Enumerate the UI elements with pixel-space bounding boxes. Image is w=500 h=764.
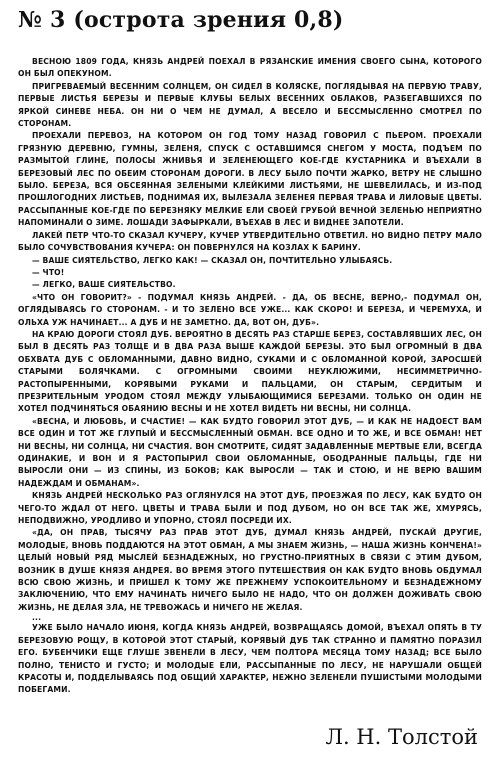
- paragraph: — ЛЕГКО, ВАШЕ СИЯТЕЛЬСТВО.: [32, 280, 176, 290]
- author-signature: Л. Н. Толстой: [325, 725, 478, 749]
- paragraph: НА КРАЮ ДОРОГИ СТОЯЛ ДУБ. ВЕРОЯТНО В ДЕСЯТЬ РАЗ СТАРШЕ БЕРЕЗ, СОСТАВЛЯВШИХ ЛЕС, ОН БЫЛ В ДЕСЯТЬ РАЗ ТОЛЩЕ И В ДВА РАЗА ВЫШЕ КАЖДОЙ БЕРЕЗЫ. ЭТО БЫЛ ОГРОМНЫЙ В ДВА ОБХВАТА ДУБ С ОБЛОМАННЫМИ, ДАВНО ВИДНО, СУКАМИ И С ОБЛОМАННОЙ КОРОЙ, ЗАРОСШЕЙ СТАРЫМИ БОЛЯЧКАМИ. С ОГРОМНЫМИ СВОИМИ НЕУКЛЮЖИМИ, НЕСИММЕТРИЧНО-РАСТОПЫРЕННЫМИ, КОРЯВЫМИ РУКАМИ И ПАЛЬЦАМИ, ОН СТАРЫМ, СЕРДИТЫМ И ПРЕЗРИТЕЛЬНЫМ УРОДОМ СТОЯЛ МЕЖДУ УЛЫБАЮЩИМИСЯ БЕРЕЗАМИ. ТОЛЬКО ОН ОДИН НЕ ХОТЕЛ ПОДЧИНЯТЬСЯ ОБАЯНИЮ ВЕСНЫ И НЕ ХОТЕЛ ВИДЕТЬ НИ ВЕСНЫ, НИ СОЛНЦА.: [18, 329, 482, 414]
- paragraph: ПРОЕХАЛИ ПЕРЕВОЗ, НА КОТОРОМ ОН ГОД ТОМУ НАЗАД ГОВОРИЛ С ПЬЕРОМ. ПРОЕХАЛИ ГРЯЗНУЮ ДЕРЕВНЮ, ГУМНЫ, ЗЕЛЕНЯ, СПУСК С ОСТАВШИМСЯ СНЕГОМ У МОСТА, ПОДЪЕМ ПО РАЗМЫТОЙ ГЛИНЕ, ПОЛОСЫ ЖНИВЬЯ И ЗЕЛЕНЕЮЩЕГО КОЕ-ГДЕ КУСТАРНИКА И ВЪЕХАЛИ В БЕРЕЗОВЫЙ ЛЕС ПО ОБЕИМ СТОРОНАМ ДОРОГИ. В ЛЕСУ БЫЛО ПОЧТИ ЖАРКО, ВЕТРУ НЕ СЛЫШНО БЫЛО. БЕРЕЗА, ВСЯ ОБСЕЯННАЯ ЗЕЛЕНЫМИ КЛЕЙКИМИ ЛИСТЬЯМИ, НЕ ШЕВЕЛИЛАСЬ, И ИЗ-ПОД ПРОШЛОГОДНИХ ЛИСТЬЕВ, ПОДНИМАЯ ИХ, ВЫЛЕЗАЛА ЗЕЛЕНЕЯ ПЕРВАЯ ТРАВА И ЛИЛОВЫЕ ЦВЕТЫ. РАССЫПАННЫЕ КОЕ-ГДЕ ПО БЕРЕЗНЯКУ МЕЛКИЕ ЕЛИ СВОЕЙ ГРУБОЙ ВЕЧНОЙ ЗЕЛЕНЬЮ НЕПРИЯТНО НАПОМИНАЛИ О ЗИМЕ. ЛОШАДИ ЗАФЫРКАЛИ, ВЪЕХАВ В ЛЕС И ВИДНЕЕ ЗАПОТЕЛИ.: [18, 131, 482, 228]
- paragraph: — ЧТО!: [32, 267, 65, 277]
- section-separator: ...: [32, 613, 42, 623]
- paragraph: — ВАШЕ СИЯТЕЛЬСТВО, ЛЕГКО КАК! — СКАЗАЛ ОН, ПОЧТИТЕЛЬНО УЛЫБАЯСЬ.: [32, 255, 393, 265]
- paragraph: КНЯЗЬ АНДРЕЙ НЕСКОЛЬКО РАЗ ОГЛЯНУЛСЯ НА ЭТОТ ДУБ, ПРОЕЗЖАЯ ПО ЛЕСУ, КАК БУДТО ОН ЧЕГО-ТО ЖДАЛ ОТ НЕГО. ЦВЕТЫ И ТРАВА БЫЛИ И ПОД ДУБОМ, НО ОН ВСЕ ТАК ЖЕ, ХМУРЯСЬ, НЕПОДВИЖНО, УРОДЛИВО И УПОРНО, СТОЯЛ ПОСРЕДИ ИХ.: [18, 491, 482, 526]
- paragraph: «ДА, ОН ПРАВ, ТЫСЯЧУ РАЗ ПРАВ ЭТОТ ДУБ, ДУМАЛ КНЯЗЬ АНДРЕЙ, ПУСКАЙ ДРУГИЕ, МОЛОДЫЕ, ВНОВЬ ПОДДАЮТСЯ НА ЭТОТ ОБМАН, А МЫ ЗНАЕМ ЖИЗНЬ, — НАША ЖИЗНЬ КОНЧЕНА!» ЦЕЛЫЙ НОВЫЙ РЯД МЫСЛЕЙ БЕЗНАДЕЖНЫХ, НО ГРУСТНО-ПРИЯТНЫХ В СВЯЗИ С ЭТИМ ДУБОМ, ВОЗНИК В ДУШЕ КНЯЗЯ АНДРЕЯ. ВО ВРЕМЯ ЭТОГО ПУТЕШЕСТВИЯ ОН КАК БУДТО ВНОВЬ ОБДУМАЛ ВСЮ СВОЮ ЖИЗНЬ, И ПРИШЕЛ К ТОМУ ЖЕ ПРЕЖНЕМУ УСПОКОИТЕЛЬНОМУ И БЕЗНАДЕЖНОМУ ЗАКЛЮЧЕНИЮ, ЧТО ЕМУ НАЧИНАТЬ НИЧЕГО БЫЛО НЕ НАДО, ЧТО ОН ДОЛЖЕН ДОЖИВАТЬ СВОЮ ЖИЗНЬ, НЕ ДЕЛАЯ ЗЛА, НЕ ТРЕВОЖАСЬ И НИЧЕГО НЕ ЖЕЛАЯ.: [18, 528, 482, 612]
- paragraph: «ЧТО ОН ГОВОРИТ?» - ПОДУМАЛ КНЯЗЬ АНДРЕЙ. - ДА, ОБ ВЕСНЕ, ВЕРНО,- ПОДУМАЛ ОН, ОГЛЯДЫВАЯСЬ ГО СТОРОНАМ. - И ТО ЗЕЛЕНО ВСЕ УЖЕ... КАК СКОРО! И БЕРЕЗА, И ЧЕРЕМУХА, И ОЛЬХА УЖ НАЧИНАЕТ... А ДУБ И НЕ ЗАМЕТНО. ДА, ВОТ ОН, ДУБ».: [18, 292, 482, 327]
- paragraph: ПРИГРЕВАЕМЫЙ ВЕСЕННИМ СОЛНЦЕМ, ОН СИДЕЛ В КОЛЯСКЕ, ПОГЛЯДЫВАЯ НА ПЕРВУЮ ТРАВУ, ПЕРВЫЕ ЛИСТЬЯ БЕРЕЗЫ И ПЕРВЫЕ КЛУБЫ БЕЛЫХ ВЕСЕННИХ ОБЛАКОВ, РАЗБЕГАВШИХСЯ ПО ЯРКОЙ СИНЕВЕ НЕБА. ОН НИ О ЧЕМ НЕ ДУМАЛ, А ВЕСЕЛО И БЕССМЫСЛЕННО СМОТРЕЛ ПО СТОРОНАМ.: [18, 81, 482, 129]
- paragraph: ВЕСНОЮ 1809 ГОДА, КНЯЗЬ АНДРЕЙ ПОЕХАЛ В РЯЗАНСКИЕ ИМЕНИЯ СВОЕГО СЫНА, КОТОРОГО ОН БЫЛ ОПЕКУНОМ.: [18, 57, 482, 79]
- paragraph: «ВЕСНА, И ЛЮБОВЬ, И СЧАСТИЕ! — КАК БУДТО ГОВОРИЛ ЭТОТ ДУБ, — И КАК НЕ НАДОЕСТ ВАМ ВСЕ ОДИН И ТОТ ЖЕ ГЛУПЫЙ И БЕССМЫСЛЕННЫЙ ОБМАН. ВСЕ ОДНО И ТО ЖЕ, И ВСЕ ОБМАН! НЕТ НИ ВЕСНЫ, НИ СОЛНЦА, НИ СЧАСТИЯ. ВОН СМОТРИТЕ, СИДЯТ ЗАДАВЛЕННЫЕ МЕРТВЫЕ ЕЛИ, ВСЕГДА ОДИНАКИЕ, И ВОН И Я РАСТОПЫРИЛ СВОИ ОБЛОМАННЫЕ, ОБОДРАННЫЕ ПАЛЬЦЫ, ГДЕ НИ ВЫРОСЛИ ОНИ — ИЗ СПИНЫ, ИЗ БОКОВ; КАК ВЫРОСЛИ — ТАК И СТОЮ, И НЕ ВЕРЮ ВАШИМ НАДЕЖДАМ И ОБМАНАМ».: [18, 416, 482, 488]
- page-title: № 3 (острота зрения 0,8): [18, 7, 344, 33]
- paragraph: ЛАКЕЙ ПЕТР ЧТО-ТО СКАЗАЛ КУЧЕРУ, КУЧЕР УТВЕРДИТЕЛЬНО ОТВЕТИЛ. НО ВИДНО ПЕТРУ МАЛО БЫЛО СОЧУВСТВОВАНИЯ КУЧЕРА: ОН ПОВЕРНУЛСЯ НА КОЗЛАХ К БАРИНУ.: [18, 230, 482, 253]
- paragraph: УЖЕ БЫЛО НАЧАЛО ИЮНЯ, КОГДА КНЯЗЬ АНДРЕЙ, ВОЗВРАЩАЯСЬ ДОМОЙ, ВЪЕХАЛ ОПЯТЬ В ТУ БЕРЕЗОВУЮ РОЩУ, В КОТОРОЙ ЭТОТ СТАРЫЙ, КОРЯВЫЙ ДУБ ТАК СТРАННО И ПАМЯТНО ПОРАЗИЛ ЕГО. БУБЕНЧИКИ ЕЩЕ ГЛУШЕ ЗВЕНЕЛИ В ЛЕСУ, ЧЕМ ПОЛТОРА МЕСЯЦА ТОМУ НАЗАД; ВСЕ БЫЛО ПОЛНО, ТЕНИСТО И ГУСТО; И МОЛОДЫЕ ЕЛИ, РАССЫПАННЫЕ ПО ЛЕСУ, НЕ НАРУШАЛИ ОБЩЕЙ КРАСОТЫ И, ПОДДЕЛЫВАЯСЬ ПОД ОБЩИЙ ХАРАКТЕР, НЕЖНО ЗЕЛЕНЕЛИ ПУШИСТЫМИ МОЛОДЫМИ ПОБЕГАМИ.: [18, 623, 482, 695]
- body-text: [18, 56, 482, 697]
